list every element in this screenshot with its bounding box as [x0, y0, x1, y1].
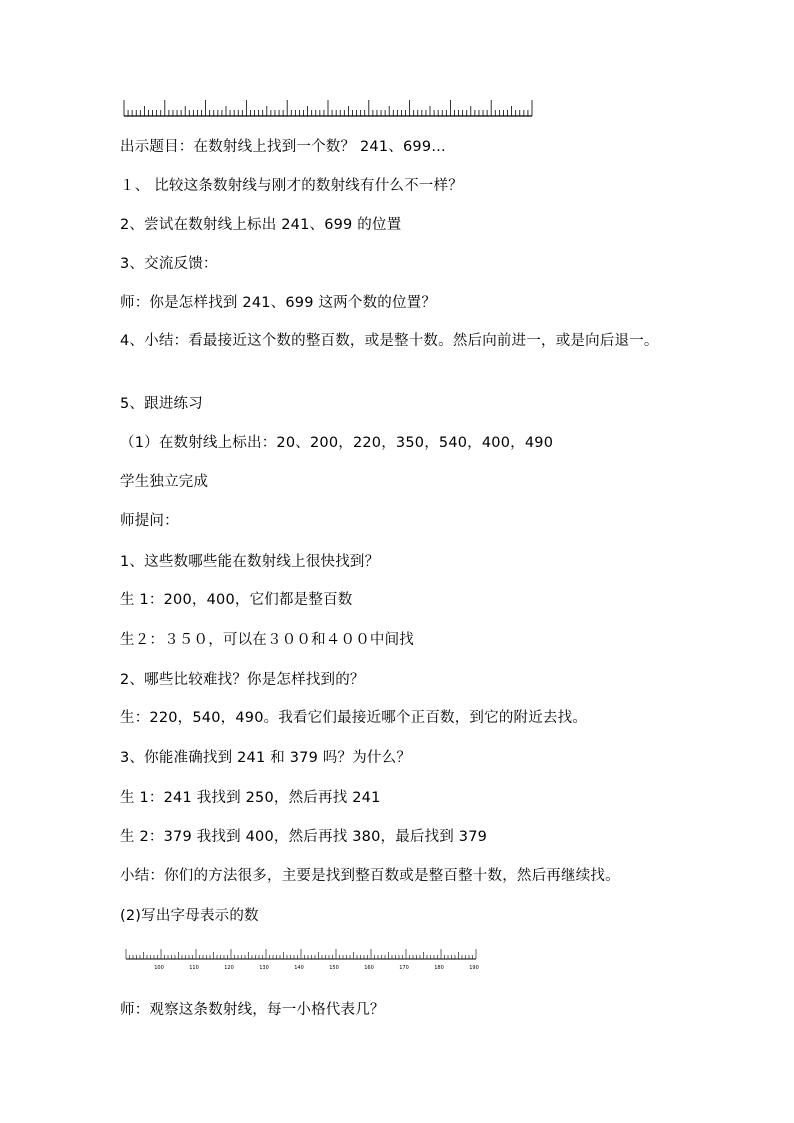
- text-line: 3、交流反馈：: [120, 256, 218, 272]
- ruler-tick-label: 170: [399, 965, 409, 971]
- text-line: 2、尝试在数射线上标出 241、699 的位置: [120, 217, 402, 233]
- number-ray-top: [120, 98, 540, 120]
- text-line: 4、小结：看最接近这个数的整百数，或是整十数。然后向前进一，或是向后退一。: [120, 333, 659, 349]
- text-line: 2、哪些比较难找？你是怎样找到的？: [120, 672, 365, 688]
- text-line: 生２：３５０，可以在３００和４００中间找: [120, 632, 414, 648]
- text-line: 师：观察这条数射线，每一小格代表几？: [120, 1002, 385, 1018]
- ruler-tick-label: 110: [189, 965, 199, 971]
- text-line: 生 1：241 我找到 250，然后再找 241: [120, 790, 381, 806]
- text-line: （1）在数射线上标出：20、200，220，350，540，400，490: [120, 435, 554, 451]
- ruler-tick-label: 150: [329, 965, 339, 971]
- text-line: 小结：你们的方法很多，主要是找到整百数或是整百整十数，然后再继续找。: [120, 868, 620, 884]
- text-line: 出示题目：在数射线上找到一个数？ 241、699…: [120, 139, 446, 155]
- text-line: 师：你是怎样找到 241、699 这两个数的位置？: [120, 295, 437, 311]
- ruler-tick-label: 160: [364, 965, 374, 971]
- ruler-tick-label: 140: [294, 965, 304, 971]
- text-line: 生 2：379 我找到 400，然后再找 380，最后找到 379: [120, 829, 488, 845]
- text-line: 学生独立完成: [120, 474, 209, 490]
- ruler-tick-label: 130: [259, 965, 269, 971]
- text-line: 生：220，540，490。我看它们最接近哪个正百数，到它的附近去找。: [120, 710, 588, 726]
- text-line: 3、你能准确找到 241 和 379 吗？为什么？: [120, 750, 412, 766]
- ruler-tick-label: 100: [154, 965, 164, 971]
- text-line: １、 比较这条数射线与刚才的数射线有什么不一样？: [120, 178, 463, 194]
- text-line: 师提问：: [120, 513, 179, 529]
- ruler-tick-label: 190: [469, 965, 479, 971]
- text-line: 1、这些数哪些能在数射线上很快找到？: [120, 554, 380, 570]
- text-line: (2)写出字母表示的数: [120, 908, 259, 924]
- text-line: 生 1：200，400，它们都是整百数: [120, 592, 353, 608]
- ruler-tick-label: 180: [434, 965, 444, 971]
- ruler-tick-label: 120: [224, 965, 234, 971]
- number-ray-labeled: [120, 946, 490, 974]
- text-line: 5、跟进练习: [120, 396, 203, 412]
